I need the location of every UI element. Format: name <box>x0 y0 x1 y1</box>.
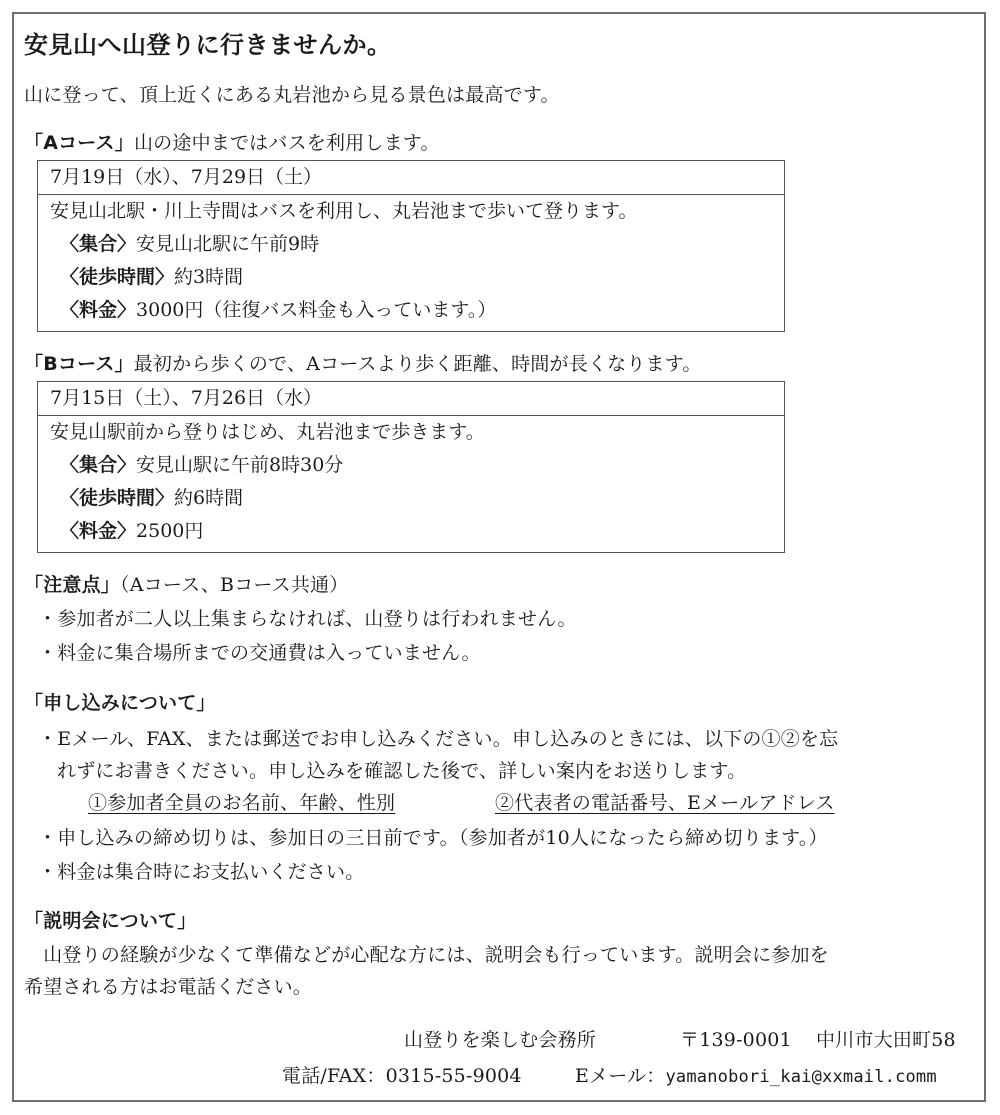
course-a-name: 「Aコース」 <box>24 132 134 154</box>
course-b-box <box>37 381 785 553</box>
intro-text: 山に登って、頂上近くにある丸岩池から見る景色は最高です。 <box>24 84 560 106</box>
apply-line-1: ・Eメール、FAX、または郵送でお申し込みください。申し込みのときには、以下の①②を忘 <box>38 728 839 750</box>
briefing-line-1: 山登りの経験が少なくて準備などが心配な方には、説明会も行っています。説明会に参加を <box>24 944 829 966</box>
email-label: Eメール： <box>575 1065 666 1087</box>
course-b-walk <box>38 482 784 515</box>
course-b-dates: 7月15日（土）、7月26日（水） <box>38 382 784 416</box>
notes-heading: 「注意点」 <box>24 574 121 596</box>
walk-label: 〈徒歩時間〉 <box>60 266 175 288</box>
apply-requirement-1: ①参加者全員のお名前、年齢、性別 <box>88 792 396 814</box>
course-a-meet <box>38 228 784 261</box>
meet-label: 〈集合〉 <box>60 233 137 255</box>
meet-value: 安見山駅に午前8時30分 <box>136 454 344 476</box>
course-a-desc: 山の途中まではバスを利用します。 <box>133 132 440 154</box>
postal-code: 〒139-0001 <box>680 1029 792 1051</box>
course-a-dates: 7月19日（水）、7月29日（土） <box>38 161 784 195</box>
course-b-header <box>24 351 702 377</box>
course-b-fee <box>38 515 784 548</box>
course-a-header <box>24 130 440 156</box>
email-row <box>575 1063 937 1090</box>
note-item: ・参加者が二人以上集まらなければ、山登りは行われません。 <box>38 608 577 630</box>
course-a-box <box>37 160 785 332</box>
course-a-summary: 安見山北駅・川上寺間はバスを利用し、丸岩池まで歩いて登ります。 <box>50 200 638 222</box>
meet-label: 〈集合〉 <box>60 454 137 476</box>
walk-label: 〈徒歩時間〉 <box>60 487 175 509</box>
briefing-line-2: 希望される方はお電話ください。 <box>24 976 313 998</box>
fee-label: 〈料金〉 <box>60 299 137 321</box>
course-b-desc: 最初から歩くので、Aコースより歩く距離、時間が長くなります。 <box>133 353 702 375</box>
address: 中川市大田町58 <box>816 1029 956 1051</box>
apply-line-2: れずにお書きください。申し込みを確認した後で、詳しい案内をお送りします。 <box>57 760 747 782</box>
apply-heading: 「申し込みについて」 <box>24 692 216 714</box>
note-item: ・料金に集合場所までの交通費は入っていません。 <box>38 642 481 664</box>
fee-label: 〈料金〉 <box>60 520 137 542</box>
apply-requirement-2: ②代表者の電話番号、Eメールアドレス <box>495 792 835 814</box>
course-b-summary: 安見山駅前から登りはじめ、丸岩池まで歩きます。 <box>50 421 485 443</box>
page-title: 安見山へ山登りに行きませんか。 <box>24 31 392 59</box>
phone-row <box>282 1063 522 1089</box>
email-address: yamanobori_kai@xxmail.comm <box>665 1067 937 1087</box>
notes-header <box>24 572 348 598</box>
meet-value: 安見山北駅に午前9時 <box>136 233 320 255</box>
apply-line-3: ・申し込みの締め切りは、参加日の三日前です。（参加者が10人になったら締め切ります。） <box>38 827 828 849</box>
apply-line-4: ・料金は集合時にお支払いください。 <box>38 861 365 883</box>
phone-label: 電話/FAX： <box>282 1065 386 1087</box>
fee-value: 3000円（往復バス料金も入っています。） <box>136 299 497 321</box>
course-b-name: 「Bコース」 <box>24 353 134 375</box>
notes-sub: （Aコース、Bコース共通） <box>120 574 349 596</box>
course-a-walk <box>38 261 784 294</box>
office-name: 山登りを楽しむ会務所 <box>404 1029 597 1051</box>
fee-value: 2500円 <box>136 520 204 542</box>
course-b-meet <box>38 449 784 482</box>
briefing-heading: 「説明会について」 <box>24 910 197 932</box>
walk-value: 約3時間 <box>174 266 244 288</box>
phone-number: 0315-55-9004 <box>385 1065 522 1087</box>
course-a-fee <box>38 294 784 327</box>
walk-value: 約6時間 <box>174 487 244 509</box>
